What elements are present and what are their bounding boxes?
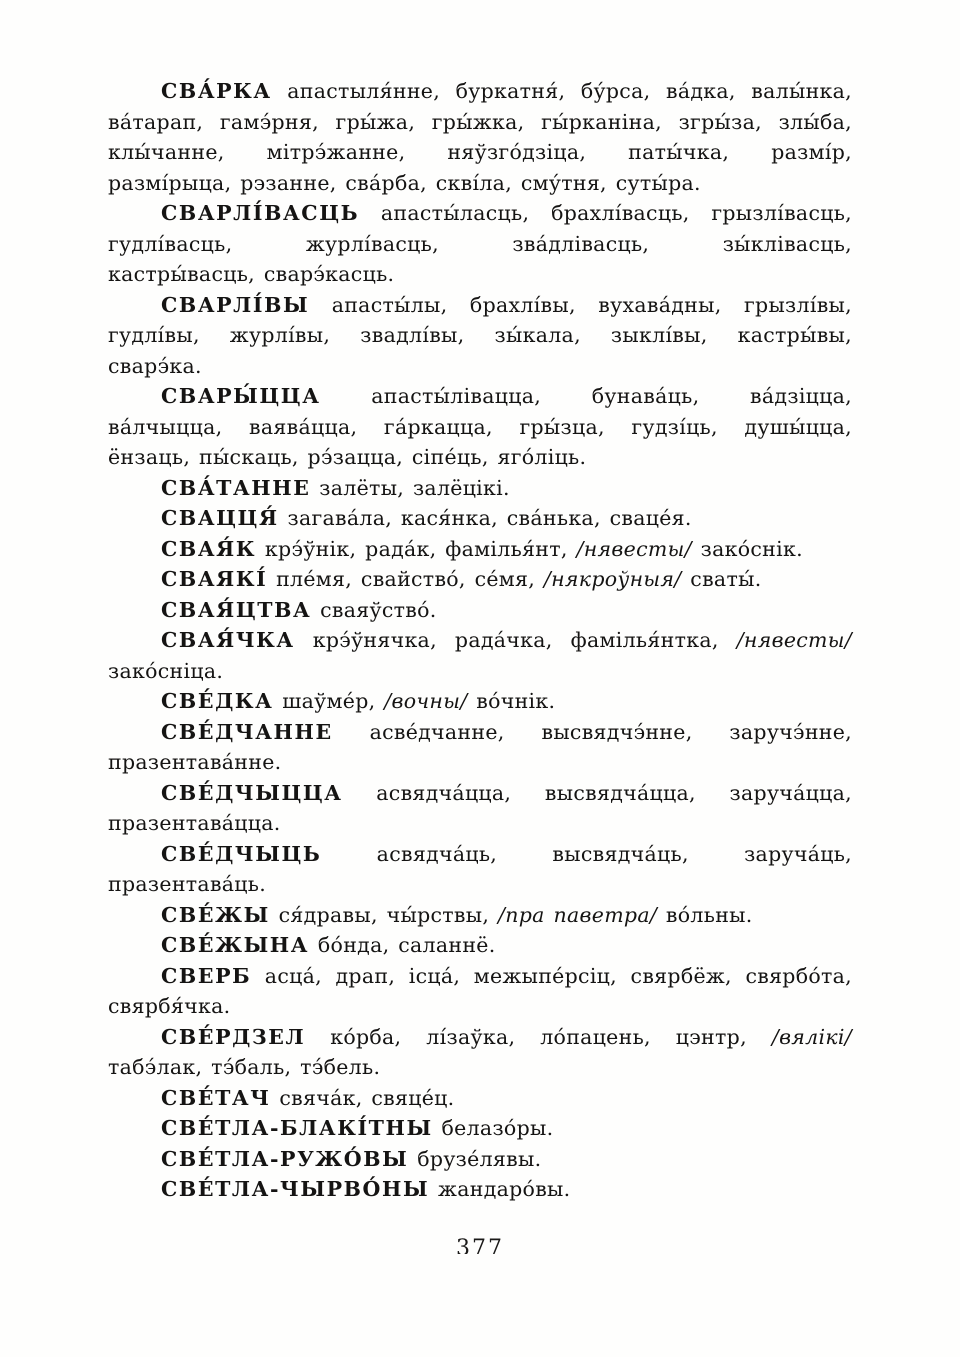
entry-headword: СВЕ́ТАЧ xyxy=(161,1085,271,1110)
synonyms-text: крэ́ўнячка, рада́чка, фамілья́нтка, xyxy=(312,628,719,652)
entry-line xyxy=(108,259,852,290)
synonyms-text: шаўме́р, xyxy=(282,689,376,713)
entry-line xyxy=(108,381,852,412)
synonyms-text: крэ́ўнік, рада́к, фамілья́нт, xyxy=(264,536,568,561)
entry-headword: СВА́РКА xyxy=(161,79,272,103)
synonyms-text: апасты́лівацца, бунава́ць, ва́дзіцца, xyxy=(371,384,852,408)
entry-line xyxy=(108,442,852,473)
entry-line xyxy=(108,503,852,534)
usage-note: /пра паветра/ xyxy=(498,902,658,927)
entry-line xyxy=(108,412,852,443)
entry-headword: СВЕ́ДЧЫЦЬ xyxy=(161,841,322,866)
entry-line xyxy=(108,1052,852,1083)
synonyms-text: жандаро́вы. xyxy=(438,1177,571,1201)
dictionary-entry xyxy=(108,198,852,290)
entry-line xyxy=(108,625,852,656)
synonyms-text: бо́нда, саланнё. xyxy=(317,933,496,957)
dictionary-entry xyxy=(108,717,852,778)
dictionary-entry xyxy=(108,76,852,198)
dictionary-entry xyxy=(108,900,852,931)
entry-headword: СВАЯКІ́ xyxy=(161,567,268,591)
synonyms-text: табэ́лак, тэ́баль, тэ́бель. xyxy=(108,1055,381,1079)
synonyms-text: ва́лчыцца, ваява́цца, га́ркацца, гры́зца, гудзі́ць, душы́цца, xyxy=(108,414,852,439)
synonyms-text: празентава́нне. xyxy=(108,750,282,774)
synonyms-text: гудлі́вы, журлі́вы, звадлі́вы, зы́кала, зыклі́вы, кастры́вы, xyxy=(108,323,852,347)
synonyms-text: пле́мя, свайство́, се́мя, xyxy=(276,567,536,591)
entry-headword: СВЕ́ЖЫ xyxy=(161,902,270,927)
usage-note: /вялікі/ xyxy=(771,1024,852,1049)
synonyms-text: празентава́ць. xyxy=(108,872,267,896)
entry-line xyxy=(108,351,852,382)
entry-headword: СВАЦЦЯ́ xyxy=(161,506,279,530)
synonyms-text: белазо́ры. xyxy=(441,1116,554,1140)
entry-line xyxy=(108,320,852,351)
synonyms-text: ко́рба, лі́заўка, ло́пацень, цэнтр, xyxy=(330,1024,747,1049)
entry-line xyxy=(108,900,852,931)
entry-line xyxy=(108,808,852,839)
entry-line xyxy=(108,595,852,626)
entry-headword: СВЕ́ДКА xyxy=(161,689,274,713)
entry-headword: СВАРЛІ́ВАСЦЬ xyxy=(161,201,360,225)
synonyms-text: ся́дравы, чы́рствы, xyxy=(278,902,490,927)
entry-headword: СВЕ́ЖЫНА xyxy=(161,933,310,957)
dictionary-entries xyxy=(108,76,852,1205)
entry-line xyxy=(108,76,852,107)
entry-line xyxy=(108,107,852,138)
entry-headword: СВАЯ́К xyxy=(161,536,257,561)
synonyms-text: брузе́лявы. xyxy=(417,1146,542,1171)
synonyms-text: сваяўство́. xyxy=(320,597,437,622)
dictionary-entry xyxy=(108,686,852,717)
dictionary-entry xyxy=(108,473,852,504)
entry-headword: СВАЯ́ЦТВА xyxy=(161,597,312,622)
entry-line xyxy=(108,1144,852,1175)
dictionary-entry xyxy=(108,1022,852,1083)
dictionary-entry xyxy=(108,839,852,900)
synonyms-text: свяча́к, свяце́ц. xyxy=(279,1085,455,1110)
synonyms-text: апасты́ласць, брахлі́васць, грызлі́васць, xyxy=(380,201,852,225)
entry-line xyxy=(108,686,852,717)
dictionary-entry xyxy=(108,503,852,534)
synonyms-text: клы́чанне, мітрэ́жанне, няўзго́дзіца, паты́чка, размі́р, xyxy=(108,140,852,164)
entry-line xyxy=(108,747,852,778)
entry-headword: СВАЯ́ЧКА xyxy=(161,628,295,652)
synonyms-text: зако́сніца. xyxy=(108,658,224,683)
page-footer xyxy=(108,1237,852,1254)
synonyms-text: апасты́лы, брахлі́вы, вухава́дны, грызлі́вы, xyxy=(331,292,852,317)
entry-line xyxy=(108,473,852,504)
dictionary-entry xyxy=(108,381,852,473)
entry-line xyxy=(108,534,852,565)
dictionary-entry xyxy=(108,961,852,1022)
synonyms-text: размі́рыца, рэзанне, сва́рба, скві́ла, сму́тня, суты́ра. xyxy=(108,170,701,195)
synonyms-text: празентава́цца. xyxy=(108,811,281,835)
entry-headword: СВАРЛІ́ВЫ xyxy=(161,292,310,317)
synonyms-text: кастры́васць, сварэ́касць. xyxy=(108,262,395,286)
entry-headword: СВЕ́ТЛА-БЛАКІ́ТНЫ xyxy=(161,1116,433,1140)
entry-line xyxy=(108,778,852,809)
synonyms-text: асвядча́цца, высвядча́цца, заруча́цца, xyxy=(376,780,852,805)
dictionary-entry xyxy=(108,1144,852,1175)
entry-line xyxy=(108,1083,852,1114)
entry-line xyxy=(108,229,852,260)
entry-line xyxy=(108,869,852,900)
entry-line xyxy=(108,168,852,199)
entry-headword: СВЕ́ДЧЫЦЦА xyxy=(161,780,343,805)
synonyms-text: апастыля́нне, буркатня́, бу́рса, ва́дка, валы́нка, xyxy=(287,79,852,103)
synonyms-text: залёты, залёцікі. xyxy=(319,475,510,500)
entry-line xyxy=(108,656,852,687)
entry-line xyxy=(108,290,852,321)
entry-headword: СВЕ́ТЛА-РУЖО́ВЫ xyxy=(161,1146,409,1171)
dictionary-entry xyxy=(108,778,852,839)
entry-headword: СВА́ТАННЕ xyxy=(161,475,311,500)
entry-line xyxy=(108,717,852,748)
synonyms-text: ва́тарап, гамэ́рня, гры́жа, гры́жка, гы́рканіна, згры́за, злы́ба, xyxy=(108,109,852,134)
dictionary-entry xyxy=(108,1113,852,1144)
synonyms-text: сварэ́ка. xyxy=(108,353,202,378)
dictionary-entry xyxy=(108,625,852,686)
usage-note: /нявесты/ xyxy=(576,536,692,561)
synonyms-text: зако́снік. xyxy=(700,536,803,561)
dictionary-entry xyxy=(108,564,852,595)
dictionary-entry xyxy=(108,930,852,961)
synonyms-text: загава́ла, кася́нка, сва́нька, сваце́я. xyxy=(287,506,692,530)
entry-line xyxy=(108,564,852,595)
usage-note: /нявесты/ xyxy=(736,628,852,652)
usage-note: /вочны/ xyxy=(384,689,468,713)
synonyms-text: свярбя́чка. xyxy=(108,994,231,1018)
synonyms-text: асца́, драп, ісца́, межыпе́рсіц, свярбёж, свярбо́та, xyxy=(264,963,852,988)
entry-headword: СВЕ́ДЧАННЕ xyxy=(161,719,333,744)
entry-headword: СВАРЫ́ЦЦА xyxy=(161,384,321,408)
entry-line xyxy=(108,137,852,168)
entry-line xyxy=(108,991,852,1022)
entry-line xyxy=(108,961,852,992)
synonyms-text: ёнзаць, пы́скаць, рэ́зацца, сіпе́ць, яго́ліць. xyxy=(108,445,587,469)
entry-line xyxy=(108,930,852,961)
synonyms-text: сваты́. xyxy=(690,567,762,591)
entry-line xyxy=(108,1174,852,1205)
dictionary-entry xyxy=(108,290,852,382)
synonyms-text: гудлі́васць, журлі́васць, зва́длівасць, зы́клівасць, xyxy=(108,231,852,256)
entry-headword: СВЕРБ xyxy=(161,963,252,988)
synonyms-text: асве́дчанне, высвядчэ́нне, заручэ́нне, xyxy=(369,719,852,744)
entry-headword: СВЕ́ТЛА-ЧЫРВО́НЫ xyxy=(161,1177,430,1201)
dictionary-entry xyxy=(108,1174,852,1205)
entry-line xyxy=(108,839,852,870)
entry-line xyxy=(108,198,852,229)
entry-line xyxy=(108,1022,852,1053)
synonyms-text: во́чнік. xyxy=(476,689,556,713)
usage-note: /някроўныя/ xyxy=(543,567,682,591)
dictionary-entry xyxy=(108,595,852,626)
entry-line xyxy=(108,1113,852,1144)
dictionary-entry xyxy=(108,534,852,565)
synonyms-text: асвядча́ць, высвядча́ць, заруча́ць, xyxy=(376,841,852,866)
dictionary-entry xyxy=(108,1083,852,1114)
synonyms-text: во́льны. xyxy=(665,902,753,927)
entry-headword: СВЕ́РДЗЕЛ xyxy=(161,1024,306,1049)
page-number: 377 xyxy=(456,1237,504,1254)
